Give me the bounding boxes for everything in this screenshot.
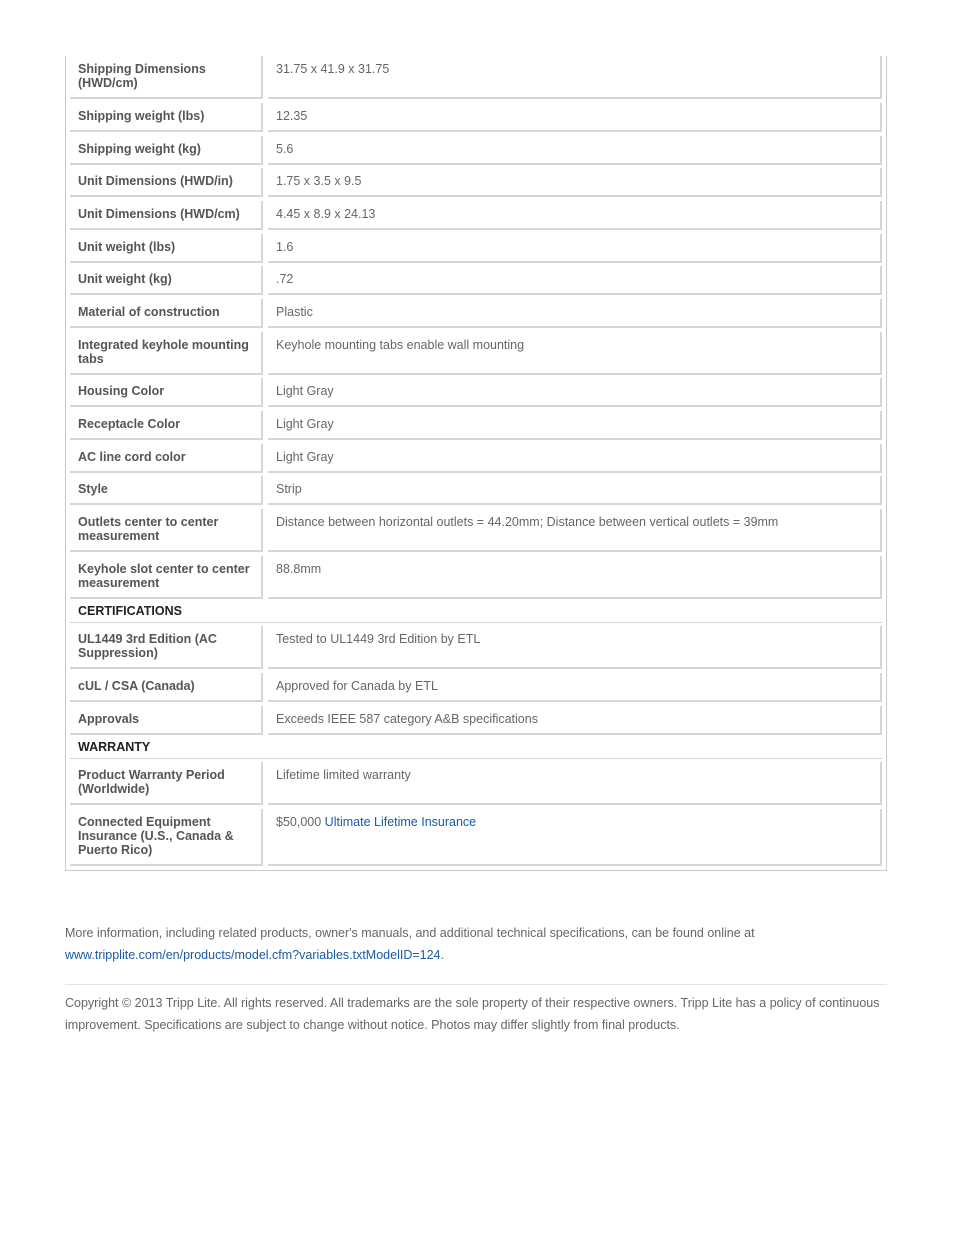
spec-value: 12.35 <box>268 103 882 132</box>
spec-label: Shipping weight (kg) <box>70 136 263 165</box>
spec-label: Keyhole slot center to center measurement <box>70 556 263 599</box>
spec-label: Shipping Dimensions (HWD/cm) <box>70 56 263 99</box>
spec-label: cUL / CSA (Canada) <box>70 673 263 702</box>
spec-label: Material of construction <box>70 299 263 328</box>
divider <box>65 984 887 985</box>
spec-value: Plastic <box>268 299 882 328</box>
spec-label: Unit Dimensions (HWD/cm) <box>70 201 263 230</box>
spec-value: Lifetime limited warranty <box>268 762 882 805</box>
spec-label: Unit weight (lbs) <box>70 234 263 263</box>
more-info-paragraph <box>65 922 895 966</box>
table-row <box>66 103 886 132</box>
spec-value: Light Gray <box>268 411 882 440</box>
table-row <box>66 411 886 440</box>
table-row <box>66 809 886 866</box>
spec-value: Approved for Canada by ETL <box>268 673 882 702</box>
spec-label: Shipping weight (lbs) <box>70 103 263 132</box>
spec-label: Receptacle Color <box>70 411 263 440</box>
table-row <box>66 476 886 505</box>
spec-value: Tested to UL1449 3rd Edition by ETL <box>268 626 882 669</box>
table-row <box>66 378 886 407</box>
table-row <box>66 626 886 669</box>
spec-value: 88.8mm <box>268 556 882 599</box>
section-heading-certifications: CERTIFICATIONS <box>70 599 882 623</box>
ultimate-lifetime-insurance-link[interactable]: Ultimate Lifetime Insurance <box>324 815 477 829</box>
spec-label: Unit Dimensions (HWD/in) <box>70 168 263 197</box>
spec-label: Connected Equipment Insurance (U.S., Canada & Puerto Rico) <box>70 809 263 866</box>
table-row <box>66 706 886 735</box>
spec-value: 1.75 x 3.5 x 9.5 <box>268 168 882 197</box>
more-info-text: More information, including related products, owner's manuals, and additional technical specifications, can be found online at <box>65 926 755 940</box>
spec-value: .72 <box>268 266 882 295</box>
table-row <box>66 332 886 375</box>
spec-value: Keyhole mounting tabs enable wall mounting <box>268 332 882 375</box>
table-row <box>66 136 886 165</box>
table-row <box>66 201 886 230</box>
insurance-amount: $50,000 <box>276 815 325 829</box>
table-row <box>66 234 886 263</box>
table-row <box>66 762 886 805</box>
table-row <box>66 299 886 328</box>
table-row <box>66 444 886 473</box>
copyright-notice: Copyright © 2013 Tripp Lite. All rights reserved. All trademarks are the sole property of their respective owners. Tripp Lite has a policy of continuous improvement. Specifications are subject to change without notice. Photos may differ slightly from final products. <box>65 996 880 1032</box>
table-row <box>66 556 886 599</box>
spec-label: Housing Color <box>70 378 263 407</box>
more-info-period: . <box>440 948 444 962</box>
table-row <box>66 168 886 197</box>
spec-value: Light Gray <box>268 378 882 407</box>
spec-value: Light Gray <box>268 444 882 473</box>
spec-value: 4.45 x 8.9 x 24.13 <box>268 201 882 230</box>
product-page-link[interactable]: www.tripplite.com/en/products/model.cfm?variables.txtModelID=124 <box>65 948 441 962</box>
spec-value: Strip <box>268 476 882 505</box>
table-row <box>66 509 886 552</box>
spec-label: Integrated keyhole mounting tabs <box>70 332 263 375</box>
spec-label: UL1449 3rd Edition (AC Suppression) <box>70 626 263 669</box>
spec-label: Product Warranty Period (Worldwide) <box>70 762 263 805</box>
spec-table <box>65 56 887 871</box>
table-row <box>66 673 886 702</box>
section-heading-warranty: WARRANTY <box>70 735 882 759</box>
spec-label: Outlets center to center measurement <box>70 509 263 552</box>
spec-value: Exceeds IEEE 587 category A&B specifications <box>268 706 882 735</box>
spec-value: Distance between horizontal outlets = 44.20mm; Distance between vertical outlets = 39mm <box>268 509 882 552</box>
spec-value <box>268 809 882 866</box>
table-row <box>66 266 886 295</box>
spec-label: AC line cord color <box>70 444 263 473</box>
spec-label: Style <box>70 476 263 505</box>
spec-value: 5.6 <box>268 136 882 165</box>
spec-value: 1.6 <box>268 234 882 263</box>
spec-label: Unit weight (kg) <box>70 266 263 295</box>
table-row <box>66 56 886 99</box>
spec-value: 31.75 x 41.9 x 31.75 <box>268 56 882 99</box>
spec-label: Approvals <box>70 706 263 735</box>
